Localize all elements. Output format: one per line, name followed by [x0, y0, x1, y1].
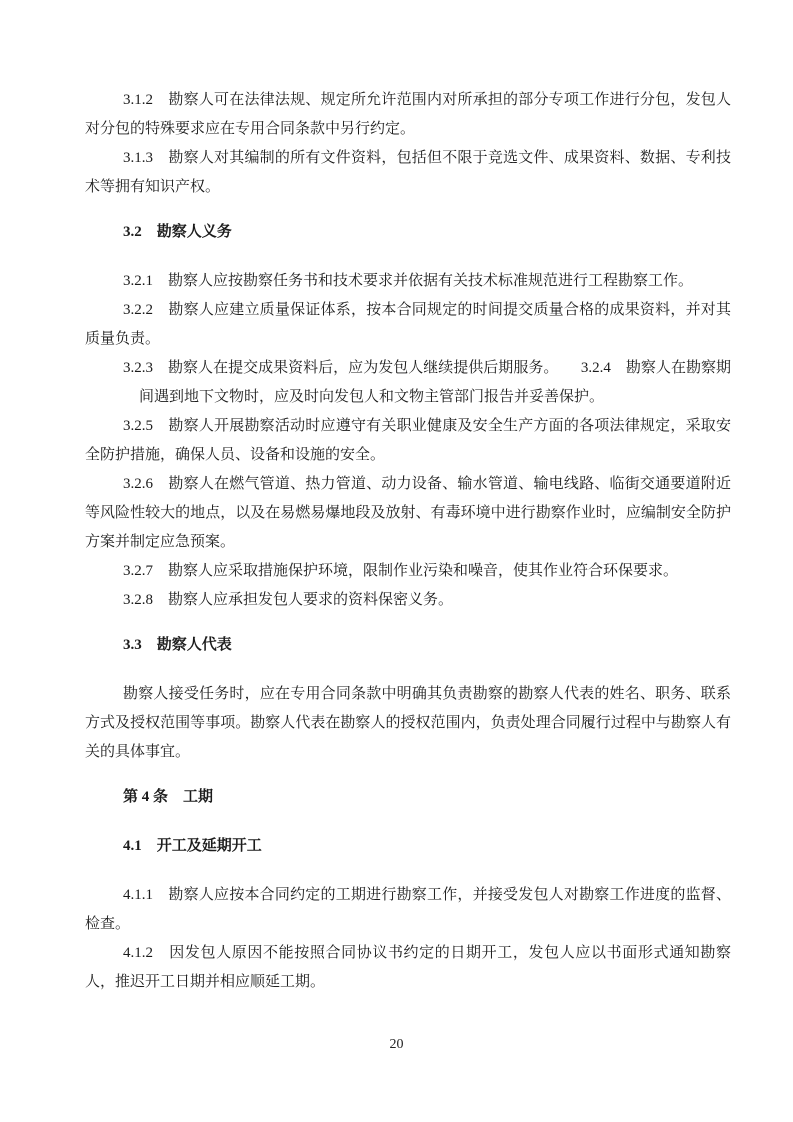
- clause-3-3-body: 勘察人接受任务时，应在专用合同条款中明确其负责勘察的勘察人代表的姓名、职务、联系方式及授权范围等事项。勘察人代表在勘察人的授权范围内，负责处理合同履行过程中与勘察人有关的具体事宜。: [85, 686, 731, 760]
- clause-4-1-2: 4.1.2 因发包人原因不能按照合同协议书约定的日期开工，发包人应以书面形式通知勘察人，推迟开工日期并相应顺延工期。: [85, 945, 731, 990]
- clause-3-2-7: 3.2.7 勘察人应采取措施保护环境，限制作业污染和噪音，使其作业符合环保要求。: [123, 563, 679, 579]
- clause-3-2-5: 3.2.5 勘察人开展勘察活动时应遵守有关职业健康及安全生产方面的各项法律规定，采取安全防护措施，确保人员、设备和设施的安全。: [85, 418, 731, 463]
- heading-3-2: 3.2 勘察人义务: [123, 224, 232, 240]
- heading-3-3: 3.3 勘察人代表: [123, 637, 232, 653]
- clause-3-2-6: 3.2.6 勘察人在燃气管道、热力管道、动力设备、输水管道、输电线路、临街交通要道附近等风险性较大的地点，以及在易燃易爆地段及放射、有毒环境中进行勘察作业时，应编制安全防护方案并制定应急预案。: [85, 476, 731, 550]
- heading-4-1: 4.1 开工及延期开工: [123, 838, 262, 854]
- heading-article-4: 第 4 条 工期: [123, 789, 214, 805]
- clause-3-2-3-and-3-2-4: 3.2.3 勘察人在提交成果资料后，应为发包人继续提供后期服务。 3.2.4 勘察人在勘察期间遇到地下文物时，应及时向发包人和文物主管部门报告并妥善保护。: [123, 360, 731, 405]
- clause-3-1-3: 3.1.3 勘察人对其编制的所有文件资料，包括但不限于竞选文件、成果资料、数据、专利技术等拥有知识产权。: [85, 150, 731, 195]
- clause-4-1-1: 4.1.1 勘察人应按本合同约定的工期进行勘察工作，并接受发包人对勘察工作进度的监督、检查。: [85, 887, 731, 932]
- clause-3-2-2: 3.2.2 勘察人应建立质量保证体系，按本合同规定的时间提交质量合格的成果资料，并对其质量负责。: [85, 302, 731, 347]
- clause-3-2-8: 3.2.8 勘察人应承担发包人要求的资料保密义务。: [123, 592, 454, 608]
- page-number: 20: [389, 1037, 404, 1052]
- clause-3-1-2: 3.1.2 勘察人可在法律法规、规定所允许范围内对所承担的部分专项工作进行分包，发包人对分包的特殊要求应在专用合同条款中另行约定。: [85, 92, 731, 137]
- clause-3-2-1: 3.2.1 勘察人应按勘察任务书和技术要求并依据有关技术标准规范进行工程勘察工作。: [123, 273, 694, 289]
- document-content: [85, 86, 731, 997]
